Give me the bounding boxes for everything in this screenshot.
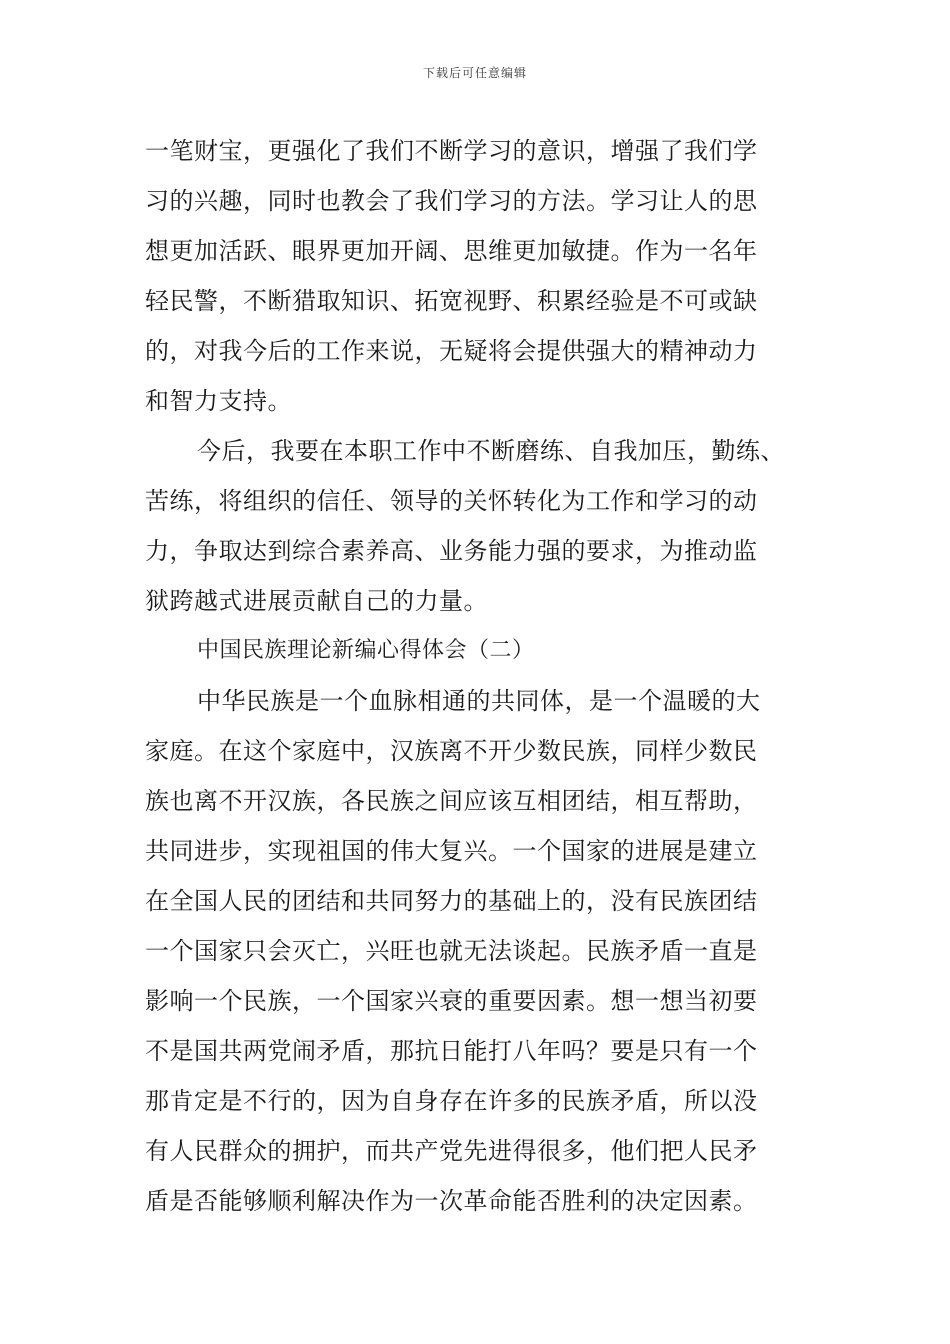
text-line: 有人民群众的拥护，而共产党先进得很多，他们把人民矛 xyxy=(145,1137,758,1165)
text-line: 的，对我今后的工作来说，无疑将会提供强大的精神动力 xyxy=(145,337,758,365)
text-line: 轻民警，不断猎取知识、拓宽视野、积累经验是不可或缺 xyxy=(145,287,758,315)
text-line: 在全国人民的团结和共同努力的基础上的，没有民族团结 xyxy=(145,887,758,915)
text-line: 苦练，将组织的信任、领导的关怀转化为工作和学习的动 xyxy=(145,487,758,515)
text-line: 不是国共两党闹矛盾，那抗日能打八年吗？要是只有一个 xyxy=(145,1037,758,1065)
paragraph-start-line: 中华民族是一个血脉相通的共同体，是一个温暖的大 xyxy=(197,687,761,715)
text-line: 那肯定是不行的，因为自身存在许多的民族矛盾，所以没 xyxy=(145,1087,758,1115)
text-line: 影响一个民族，一个国家兴衰的重要因素。想一想当初要 xyxy=(145,987,758,1015)
text-line: 共同进步，实现祖国的伟大复兴。一个国家的进展是建立 xyxy=(145,837,758,865)
text-line: 一个国家只会灭亡，兴旺也就无法谈起。民族矛盾一直是 xyxy=(145,937,758,965)
text-line: 狱跨越式进展贡献自己的力量。 xyxy=(145,587,488,615)
text-line: 力，争取达到综合素养高、业务能力强的要求，为推动监 xyxy=(145,537,758,565)
paragraph-start-line: 今后，我要在本职工作中不断磨练、自我加压，勤练、 xyxy=(197,437,785,465)
section-heading: 中国民族理论新编心得体会（二） xyxy=(197,638,535,663)
text-line: 习的兴趣，同时也教会了我们学习的方法。学习让人的思 xyxy=(145,187,758,215)
text-line: 族也离不开汉族，各民族之间应该互相团结，相互帮助， xyxy=(145,787,758,815)
document-body xyxy=(145,126,825,1226)
text-line: 和智力支持。 xyxy=(145,387,292,415)
text-line: 想更加活跃、眼界更加开阔、思维更加敏捷。作为一名年 xyxy=(145,237,758,265)
page-header: 下载后可任意编辑 xyxy=(422,66,527,80)
text-line: 家庭。在这个家庭中，汉族离不开少数民族，同样少数民 xyxy=(145,737,758,765)
text-line: 一笔财宝，更强化了我们不断学习的意识，增强了我们学 xyxy=(145,137,758,165)
text-line: 盾是否能够顺利解决作为一次革命能否胜利的决定因素。 xyxy=(145,1187,758,1215)
